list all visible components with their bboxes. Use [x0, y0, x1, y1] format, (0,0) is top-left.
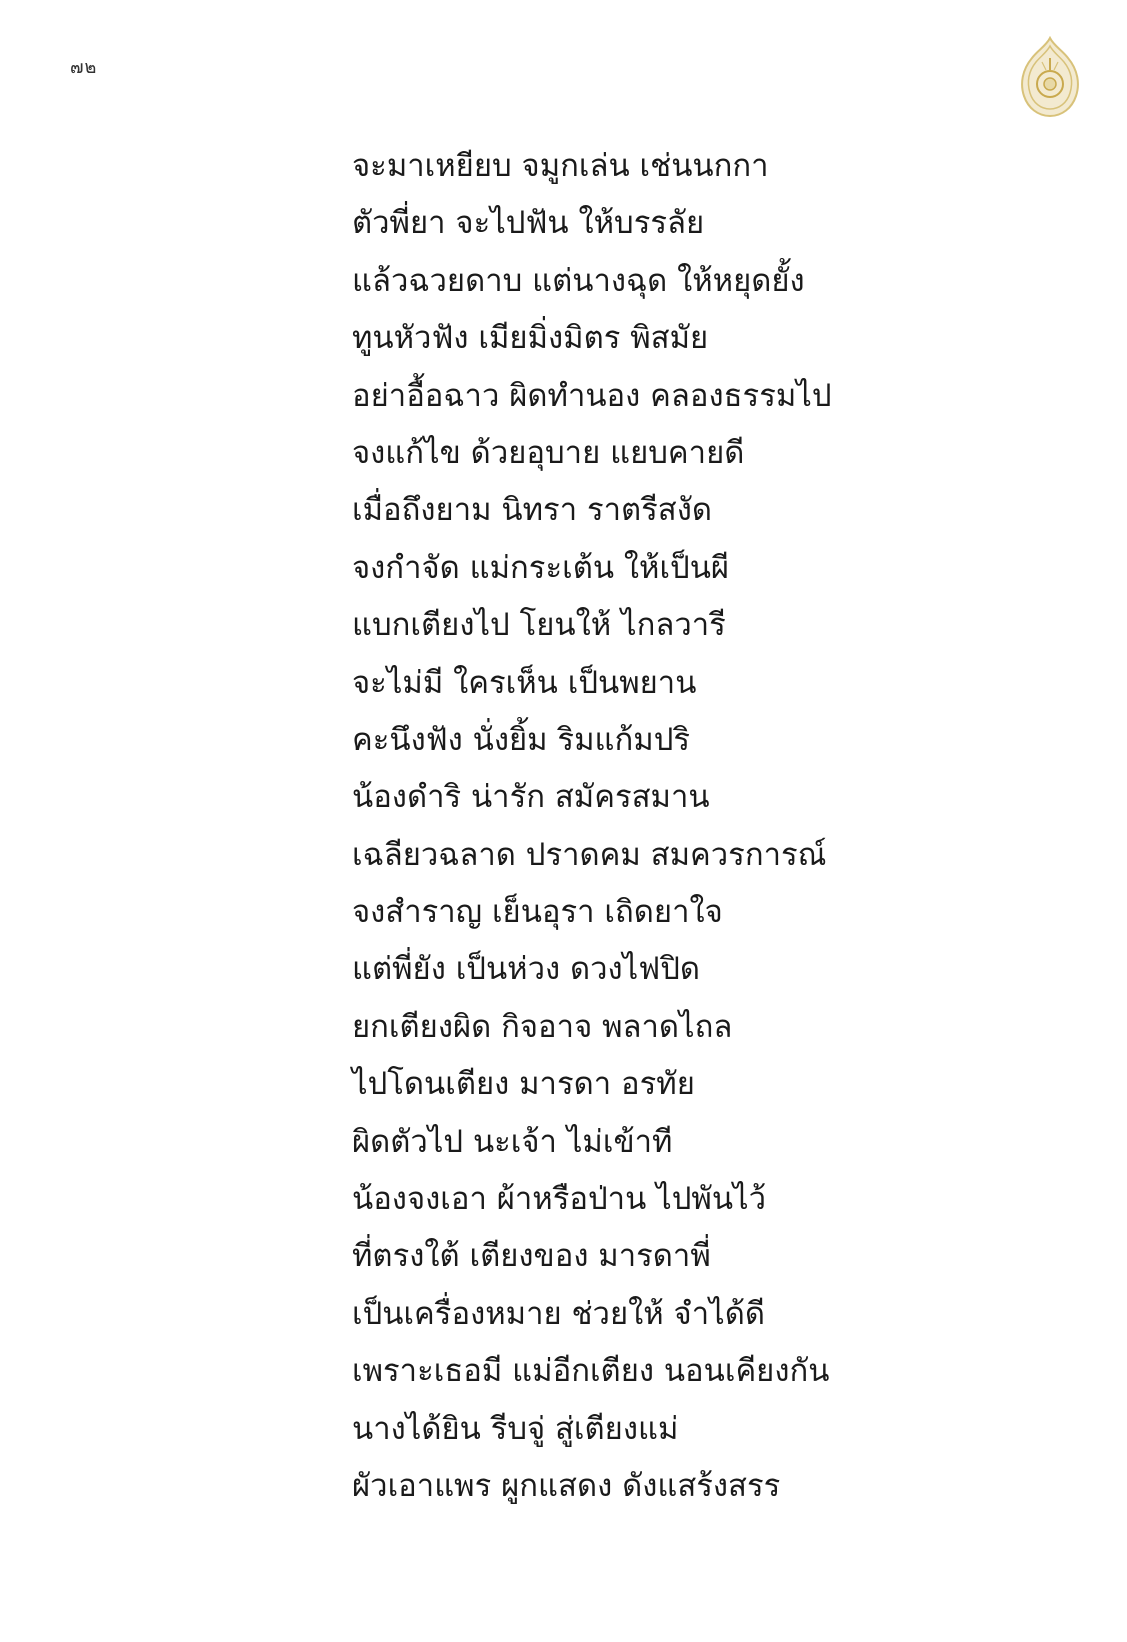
poem-line: จะมาเหยียบ จมูกเล่น เช่นนกกา — [352, 148, 769, 184]
poem-line: ผัวเอาแพร ผูกแสดง ดังแสร้งสรร — [352, 1467, 781, 1504]
poem-line: ยกเตียงผิด กิจอาจ พลาดไถล — [352, 1008, 733, 1045]
poem-line: ตัวพี่ยา จะไปฟัน ให้บรรลัย — [352, 205, 705, 242]
poem-line: น้องจงเอา ผ้าหรือป่าน ไปพันไว้ — [352, 1181, 767, 1218]
poem-line: แต่พี่ยัง เป็นห่วง ดวงไฟปิด — [352, 951, 701, 988]
poem-line: จงแก้ไข ด้วยอุบาย แยบคายดี — [352, 434, 745, 471]
poem-line: ไปโดนเตียง มารดา อรทัย — [352, 1066, 695, 1103]
seal-emblem-icon — [1018, 36, 1082, 118]
poem-line: เมื่อถึงยาม นิทรา ราตรีสงัด — [352, 492, 712, 529]
poem-line: เฉลียวฉลาด ปราดคม สมควรการณ์ — [352, 836, 827, 873]
poem-line: น้องดำริ น่ารัก สมัครสมาน — [352, 779, 710, 816]
poem-line: เป็นเครื่องหมาย ช่วยให้ จำได้ดี — [352, 1295, 765, 1332]
poem-line: ผิดตัวไป นะเจ้า ไม่เข้าที — [352, 1123, 673, 1160]
poem-line: แล้วฉวยดาบ แต่นางฉุด ให้หยุดยั้ง — [352, 262, 805, 299]
poem-line: ที่ตรงใต้ เตียงของ มารดาพี่ — [352, 1238, 711, 1275]
poem-line: ทูนหัวฟัง เมียมิ่งมิตร พิสมัย — [352, 320, 709, 357]
poem-line: จะไม่มี ใครเห็น เป็นพยาน — [352, 664, 697, 701]
poem-line: จงกำจัด แม่กระเต้น ให้เป็นผี — [352, 549, 730, 586]
poem-line: คะนึงฟัง นั่งยิ้ม ริมแก้มปริ — [352, 721, 691, 758]
poem-line: แบกเตียงไป โยนให้ ไกลวารี — [352, 607, 726, 644]
poem-line: เพราะเธอมี แม่อีกเตียง นอนเคียงกัน — [352, 1353, 830, 1390]
poem-line: จงสำราญ เย็นอุรา เถิดยาใจ — [352, 894, 723, 931]
poem-line: อย่าอื้อฉาว ผิดทำนอง คลองธรรมไป — [352, 377, 832, 414]
poem — [352, 138, 832, 1515]
page-number: ๗๒ — [70, 57, 98, 78]
poem-line: นางได้ยิน รีบจู่ สู่เตียงแม่ — [352, 1410, 679, 1447]
